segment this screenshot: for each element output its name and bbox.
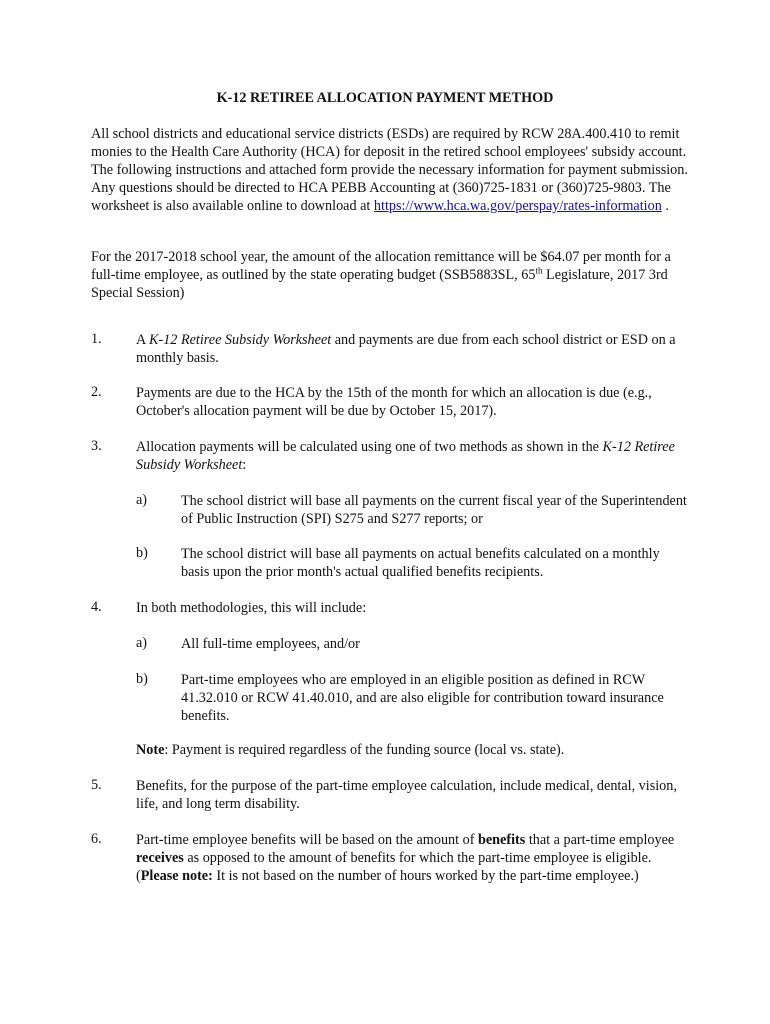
item-4a-label: a) [136, 635, 148, 651]
item-3-post: : [242, 457, 247, 473]
intro-text: All school districts and educational service districts (ESDs) are required by RCW 28A.400.410 to remit monies to the Health Care Authority (HCA) for deposit in the retired school employees' subsidy account. The following instructions and attached form provide the necessary information for payment submission. Any questions should be directed to HCA PEBB Accounting at (360)725-1831 or (360)725-9803. The worksheet is also available online to download at [91, 126, 688, 214]
item-3-number: 3. [91, 438, 102, 454]
intro-paragraph [91, 125, 691, 215]
rate-text-b: Legislature, 2017 3rd Special Session) [91, 267, 668, 301]
item-3-text [136, 438, 696, 474]
item-4-number: 4. [91, 599, 102, 615]
item-6-bold-receives: receives [136, 850, 184, 866]
item-3a-label: a) [136, 492, 148, 508]
item-5-text: Benefits, for the purpose of the part-time employee calculation, include medical, dental, vision, life, and long term disability. [136, 778, 677, 812]
item-3b-text: The school district will base all payments on actual benefits calculated on a monthly basis upon the prior month's actual qualified benefits recipients. [181, 546, 660, 580]
item-4-text: In both methodologies, this will include: [136, 600, 367, 616]
item-1-post: and payments are due from each school district or ESD on a monthly basis. [136, 332, 676, 366]
item-1-worksheet-title: K-12 Retiree Subsidy Worksheet [149, 332, 332, 348]
item-3a-text: The school district will base all payments on the current fiscal year of the Superintendent of Public Instruction (SPI) S275 and S277 reports; or [181, 493, 687, 527]
item-6-t1: Part-time employee benefits will be based on the amount of [136, 832, 478, 848]
item-1-text [136, 331, 696, 367]
item-1-number: 1. [91, 331, 102, 347]
rate-superscript: th [535, 265, 543, 276]
item-6-t3: as opposed to the amount of benefits for which the part-time employee is eligible. ( [136, 850, 652, 884]
item-6-number: 6. [91, 831, 102, 847]
item-2-text: Payments are due to the HCA by the 15th of the month for which an allocation is due (e.g., October's allocation payment will be due by October 15, 2017). [136, 385, 652, 419]
item-6-text [136, 831, 696, 885]
note-text: : Payment is required regardless of the funding source (local vs. state). [164, 742, 565, 758]
item-3-pre: Allocation payments will be calculated using one of two methods as shown in the [136, 439, 603, 455]
intro-end: . [661, 198, 669, 214]
item-3-worksheet-title: K-12 Retiree Subsidy Worksheet [136, 439, 675, 473]
document-title: K-12 RETIREE ALLOCATION PAYMENT METHOD [216, 90, 554, 106]
item-4a-text: All full-time employees, and/or [181, 636, 360, 652]
rate-paragraph [91, 248, 691, 302]
item-6-t4: It is not based on the number of hours worked by the part-time employee.) [212, 868, 639, 884]
item-3b-label: b) [136, 545, 148, 561]
item-1-pre: A [136, 332, 150, 348]
item-4b-label: b) [136, 671, 148, 687]
item-6-t2: that a part-time employee [525, 832, 675, 848]
item-4b-text: Part-time employees who are employed in an eligible position as defined in RCW 41.32.010 or RCW 41.40.010, and are also eligible for contribution toward insurance benefits. [181, 672, 664, 724]
note-label: Note [136, 742, 165, 758]
item-2-number: 2. [91, 384, 102, 400]
rates-information-link[interactable]: https://www.hca.wa.gov/perspay/rates-information [373, 198, 662, 214]
item-4-note [136, 741, 696, 759]
item-6-bold-please-note: Please note: [140, 868, 213, 884]
item-5-number: 5. [91, 777, 102, 793]
rate-text-a: For the 2017-2018 school year, the amount of the allocation remittance will be $64.07 per month for a full-time employee, as outlined by the state operating budget (SSB5883SL, 65 [91, 249, 671, 283]
item-6-bold-benefits: benefits [477, 832, 526, 848]
